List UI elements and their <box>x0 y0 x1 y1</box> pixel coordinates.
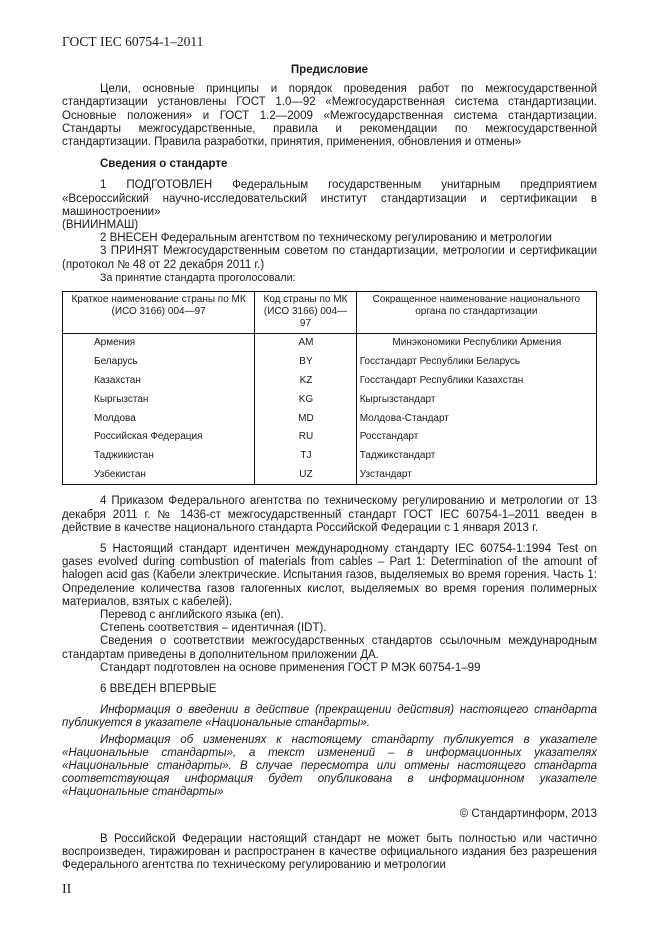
cell-country: Молдова <box>94 412 136 424</box>
adopted-by-paragraph: 3 ПРИНЯТ Межгосударственным советом по стандартизации, метрологии и сертификации (протокол № 48 от 22 декабря 2011 г.) <box>62 245 597 271</box>
vote-intro-line: За принятие стандарта проголосовали: <box>100 271 296 284</box>
cell-code: KZ <box>255 372 356 391</box>
publication-note: Информация о введении в действие (прекращении действия) настоящего стандарта публикуется в указателе «Национальные стандарты». <box>62 704 597 730</box>
cell-code: RU <box>255 428 356 447</box>
enactment-paragraph: 4 Приказом Федерального агентства по техническому регулированию и метрологии от 13 декабря 2011 г. № 1436-ст межгосударственный стандарт ГОСТ IEC 60754-1–2011 введен в действие в качестве национального стандарта Российской Федерации с 1 января 2013 г. <box>62 495 597 534</box>
standard-info-heading: Сведения о стандарте <box>100 158 228 171</box>
cell-country: Беларусь <box>94 356 138 368</box>
translation-line: Перевод с английского языка (en). <box>100 608 284 621</box>
reproduction-restriction-paragraph: В Российской Федерации настоящий стандарт не может быть полностью или частично воспроизведен, тиражирован и распространен в качестве официального издания без разрешения Федерального агентства по техническому регулированию и метрологии <box>62 832 597 872</box>
cell-body: Таджикстандарт <box>359 450 436 462</box>
table-row <box>63 466 597 485</box>
column-header-body: Сокращенное наименование национального органа по стандартизации <box>356 292 596 334</box>
cell-country: Российская Федерация <box>94 431 203 443</box>
prepared-by-org: (ВНИИНМАШ) <box>62 219 139 232</box>
document-designation: ГОСТ IEC 60754-1–2011 <box>62 34 204 49</box>
cell-code: UZ <box>255 466 356 485</box>
prepared-by-text: 1 ПОДГОТОВЛЕН Федеральным государственным унитарным предприятием «Всероссийский научно-исследовательский институт стандартизации и сертификации в машиностроении» <box>62 179 597 218</box>
page-number: II <box>62 881 72 897</box>
submitted-by-paragraph: 2 ВНЕСЕН Федеральным агентством по техническому регулированию и метрологии <box>100 232 552 245</box>
cell-country: Таджикистан <box>94 450 154 462</box>
cell-body: Минэкономики Республики Армения <box>392 337 562 349</box>
first-edition-line: 6 ВВЕДЕН ВПЕРВЫЕ <box>100 682 217 695</box>
cell-country: Кыргызстан <box>94 393 149 405</box>
table-row <box>63 428 597 447</box>
cell-body: Кыргызстандарт <box>359 393 436 405</box>
reference-info-paragraph: Сведения о соответствии межгосударственных стандартов ссылочным международным стандартам приведены в дополнительном приложении ДА. <box>62 635 597 661</box>
table-row <box>63 353 597 372</box>
cell-code: AM <box>255 334 356 353</box>
cell-code: MD <box>255 409 356 428</box>
cell-body: Госстандарт Республики Казахстан <box>359 375 524 386</box>
table-row <box>63 390 597 409</box>
cell-body: Молдова-Стандарт <box>359 412 449 424</box>
table-row <box>63 409 597 428</box>
table-row <box>63 372 597 391</box>
amendments-note: Информация об изменениях к настоящему стандарту публикуется в указателе «Национальные стандарты», а текст изменений – в информационных указателях «Национальные стандарты». В случае пересмотра или отмены настоящего стандарта соответствующая информация будет опубликована в информационном указателе «Национальные стандарты» <box>62 733 597 799</box>
cell-country: Казахстан <box>94 375 141 386</box>
table-header-row <box>63 292 597 334</box>
table-row <box>63 334 597 353</box>
cell-body: Госстандарт Республики Беларусь <box>359 356 521 368</box>
conformity-line: Степень соответствия – идентичная (IDT). <box>100 622 327 635</box>
column-header-country: Краткое наименование страны по МК (ИСО 3166) 004—97 <box>63 292 255 334</box>
section-title-preface: Предисловие <box>290 64 369 76</box>
copyright-line: © Стандартинформ, 2013 <box>459 807 597 820</box>
cell-code: KG <box>255 390 356 409</box>
cell-country: Армения <box>94 337 136 349</box>
basis-line: Стандарт подготовлен на основе применения ГОСТ Р МЭК 60754-1–99 <box>100 661 481 674</box>
intro-paragraph: Цели, основные принципы и порядок проведения работ по межгосударственной стандартизации установлены ГОСТ 1.0—92 «Межгосударственная система стандартизации. Основные положения» и ГОСТ 1.2—2009 «Межгосударственная система стандартизации. Стандарты межгосударственные, правила и рекомендации по межгосударственной стандартизации. Правила разработки, принятия, применения, обновления и отмены» <box>62 83 597 149</box>
column-header-code: Код страны по МК (ИСО 3166) 004—97 <box>255 292 356 334</box>
cell-body: Узстандарт <box>359 468 412 480</box>
cell-code: BY <box>255 353 356 372</box>
voting-countries-table <box>62 291 597 485</box>
table-row <box>63 447 597 466</box>
prepared-by-paragraph <box>62 179 597 232</box>
cell-code: TJ <box>255 447 356 466</box>
identity-paragraph: 5 Настоящий стандарт идентичен международному стандарту IEC 60754-1:1994 Test on gases evolved during combustion of materials from cables – Part 1: Determination of the amount of halogen acid gas (Кабели электрические. Испытания газов, выделяемых во время горения. Часть 1: Определение количества газов галогенных кислот, выделяемых во время горения полимерных материалов, взятых с кабелей). <box>62 542 597 608</box>
cell-body: Росстандарт <box>359 431 419 443</box>
cell-country: Узбекистан <box>94 468 146 480</box>
